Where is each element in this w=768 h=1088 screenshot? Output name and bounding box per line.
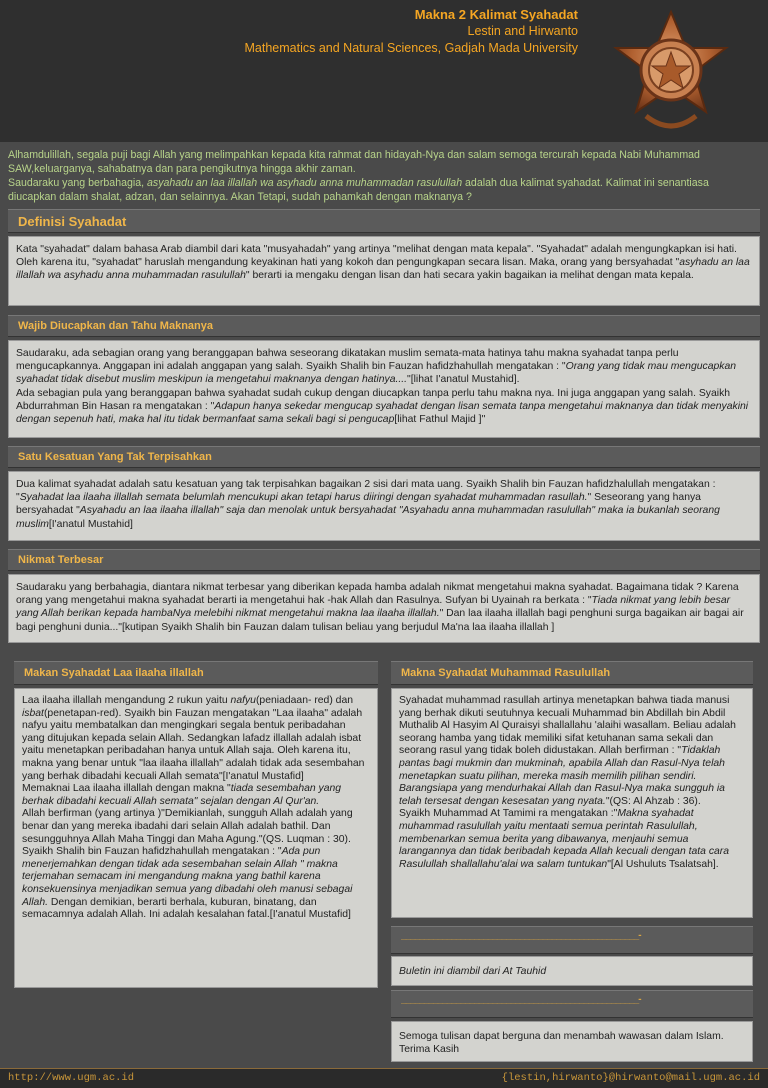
intro-paragraph xyxy=(8,148,760,204)
note-closing: Semoga tulisan dapat berguna dan menambah wawasan dalam Islam. Terima Kasih xyxy=(391,1021,753,1062)
header-banner xyxy=(0,0,768,142)
footer xyxy=(0,1068,768,1088)
section-heading-definisi: Definisi Syahadat xyxy=(8,209,760,233)
section-heading-makan: Makan Syahadat Laa ilaaha illallah xyxy=(14,661,378,685)
section-heading-rasul: Makna Syahadat Muhammad Rasulullah xyxy=(391,661,753,685)
divider-note-2 xyxy=(391,990,753,1018)
footer-url-link[interactable]: http://www.ugm.ac.id xyxy=(8,1072,135,1084)
section-body-kesatuan: Dua kalimat syahadat adalah satu kesatuan yang tak terpisahkan bagaikan 2 sisi dari mata uang. Syaikh Shalih bin Fauzan hafidzhalullah mengatakan : "Syahadat laa ilaaha illallah semata belumlah mencukupi akan tetapi harus diiringi dengan syahadat muhammadan rasullah." Seseorang yang hanya bersyahadat "Asyahadu an laa ilaaha illallah" saja dan menolak untuk bersyahadat "Asyahadu anna muhammadan rasulullah" maka ia bukanlah seorang muslim[I'anatul Mustahid] xyxy=(8,471,760,541)
divider-note-1 xyxy=(391,926,753,954)
note-source: Buletin ini diambil dari At Tauhid xyxy=(391,956,753,986)
header-text xyxy=(245,6,578,57)
section-heading-nikmat: Nikmat Terbesar xyxy=(8,549,760,571)
page-title: Makna 2 Kalimat Syahadat xyxy=(414,7,578,22)
intro-text-2: Saudaraku yang berbahagia, asyahadu an laa illallah wa asyhadu anna muhammadan rasulullah adalah dua kalimat syahadat. Kalimat ini senantiasa diucapkan dalam shalat, adzan, dan selainnya. Akan Tetapi, sudah pahamkah dengan maknanya ? xyxy=(8,177,709,203)
section-heading-kesatuan: Satu Kesatuan Yang Tak Terpisahkan xyxy=(8,446,760,468)
section-body-rasul: Syahadat muhammad rasullah artinya menetapkan bahwa tiada manusi yang berhak dikuti seutuhnya kecuali Muhammad bin Abdillah bin Abdil Muthalib Al Hasyim Al Quraisyi shallallahu 'alaihi wasallam. Beliau adalah seorang hamba yang tidak memiliki sifat ketuhanan sama sekali dan seorang rasul yang tidak boleh didustakan. Allah berfirman : "Tidaklah pantas bagi mukmin dan mukminah, apabila Allah dan Rasul-Nya telah menetapkan suatu pilihan, mereka masih memilih pilihan sendiri. Barangsiapa yang mendurhakai Allah dan Rasul-Nya maka sungguh ia telah tersesat dengan kesesatan yang nyata."(QS: Al Ahzab : 36). Syaikh Muhammad At Tamimi ra mengatakan :"Makna syahadat muhammad rasulullah yaitu mentaati semua perintah Rasulullah, membenarkan semua berita yang dibawanya, menjauhi semua larangannya dan tidak beribadah kepada Allah kecuali dengan tata cara Rasulullah shallallahu'alai wa salam tuntukan"[Al Ushuluts Tsalatsah]. xyxy=(391,688,753,918)
divider-line: ____________________________________________________- xyxy=(401,994,641,1005)
divider-line: ____________________________________________________- xyxy=(401,930,641,941)
intro-text-1: Alhamdulillah, segala puji bagi Allah yang melimpahkan kepada kita rahmat dan hidayah-Nya dan salam semoga tercurah kepada Nabi Muhammad SAW,keluarganya, sahabatnya dan para pengikutnya hingga akhir zaman. xyxy=(8,149,700,175)
section-body-nikmat: Saudaraku yang berbahagia, diantara nikmat terbesar yang diberikan kepada hamba adalah nikmat mengetahui makna syahadat. Bagaimana tidak ? Karena orang yang mengetahui makna syahadat berarti ia mengetahui hak -hak Allah dan Rasulnya. Sufyan bi Uyainah ra berkata : "Tiada nikmat yang lebih besar yang Allah berikan kepada hambaNya melebihi nikmat mengetahui makna laa ilaaha illallah." Dan laa ilaaha illallah bagi penghuni surga bagaikan air bagai air bagi penghuni dunia..."[kutipan Syaikh Shalih bin Fauzan dalam tulisan beliau yang berjudul Ma'na laa ilaaha illallah ] xyxy=(8,574,760,643)
section-body-makan: Laa ilaaha illallah mengandung 2 rukun yaitu nafyu(peniadaan- red) dan isbat(penetapan-red). Syaikh bin Fauzan mengatakan "Laa ilaaha" adalah nafyu yaitu membatalkan dan mengingkari segala bentuk peribadahan yang ditujukan kepada selain Allah. Sedangkan lafadz illallah adalah isbat yaitu menetapkan peribadahan hanya untuk Allah saja. Oleh karena itu, makna yang benar untuk "laa ilaaha illallah" adalah tidak ada sesembahan yang berhak dibadahi kecuali Allah semata"[I'anatul Mustafid] Memaknai Laa ilaaha illallah dengan makna "tiada sesembahan yang berhak dibadahi kecuali Allah semata" sejalan dengan Al Qur'an. Allah berfirman (yang artinya )"Demikianlah, sungguh Allah adalah yang benar dan yang mereka ibadahi dari selain Allah adalah bathil. Dan sesungguhnya Allah Maha Tinggi dan Maha Agung."(QS. Luqman : 30). Syaikh Shalih bin Fauzan hafidzhahullah mengatakan : "Ada pun menerjemahkan dengan tidak ada sesembahan selain Allah " makna terjemahan semacam ini mengandung makna yang bathil karena konsekuensinya menjadikan semua yang dibadahi oleh manusi sebagai Allah. Dengan demikian, berarti berhala, kuburan, binatang, dan semacamnya adalah Allah. Ini adalah kesalahan fatal.[I'anatul Mustafid] xyxy=(14,688,378,988)
section-body-definisi: Kata "syahadat" dalam bahasa Arab diambil dari kata "musyahadah" yang artinya "melihat dengan mata kepala". "Syahadat" adalah mengungkapkan isi hati. Oleh karena itu, "syahadat" haruslah mengandung keyakinan hati yang kokoh dan pengungkapan secara lisan. Maka, orang yang bersyahadat "asyhadu an laa illallah wa asyhadu anna muhammadan rasulullah" berarti ia mengaku dengan lisan dan hati secara yakin bagaikan ia melihat dengan mata kepala. xyxy=(8,236,760,306)
ugm-logo-icon xyxy=(606,8,736,138)
section-body-wajib: Saudaraku, ada sebagian orang yang beranggapan bahwa seseorang dikatakan muslim semata-mata hatinya tahu makna syahadat tanpa perlu mengucapkannya. Anggapan ini adalah anggapan yang salah. Syaikh Shalih bin Fauzan hafidzhahullah mengatakan : "Orang yang tidak mau mengucapkan syahadat tidak disebut muslim meskipun ia mengetahui maknanya dengan hatinya...."[lihat I'anatul Mustahid]. Ada sebagian pula yang beranggapan bahwa syahadat sudah cukup dengan diucapkan tanpa perlu tahu makna nya. Ini juga anggapan yang salah. Syaikh Abdurrahman Bin Hasan ra mengatakan : "Adapun hanya sekedar mengucap syahadat dengan lisan semata tanpa mengetahui maknanya dan tidak menyakini dengan sepenuh hati, maka hal itu tidak bermanfaat sama sekali bagi si pengucap[lihat Fathul Majid ]" xyxy=(8,340,760,438)
affiliation: Mathematics and Natural Sciences, Gadjah Mada University xyxy=(244,41,578,55)
authors: Lestin and Hirwanto xyxy=(467,24,578,38)
footer-contact-email[interactable]: {lestin,hirwanto}@hirwanto@mail.ugm.ac.id xyxy=(501,1072,760,1084)
section-heading-wajib: Wajib Diucapkan dan Tahu Maknanya xyxy=(8,315,760,337)
